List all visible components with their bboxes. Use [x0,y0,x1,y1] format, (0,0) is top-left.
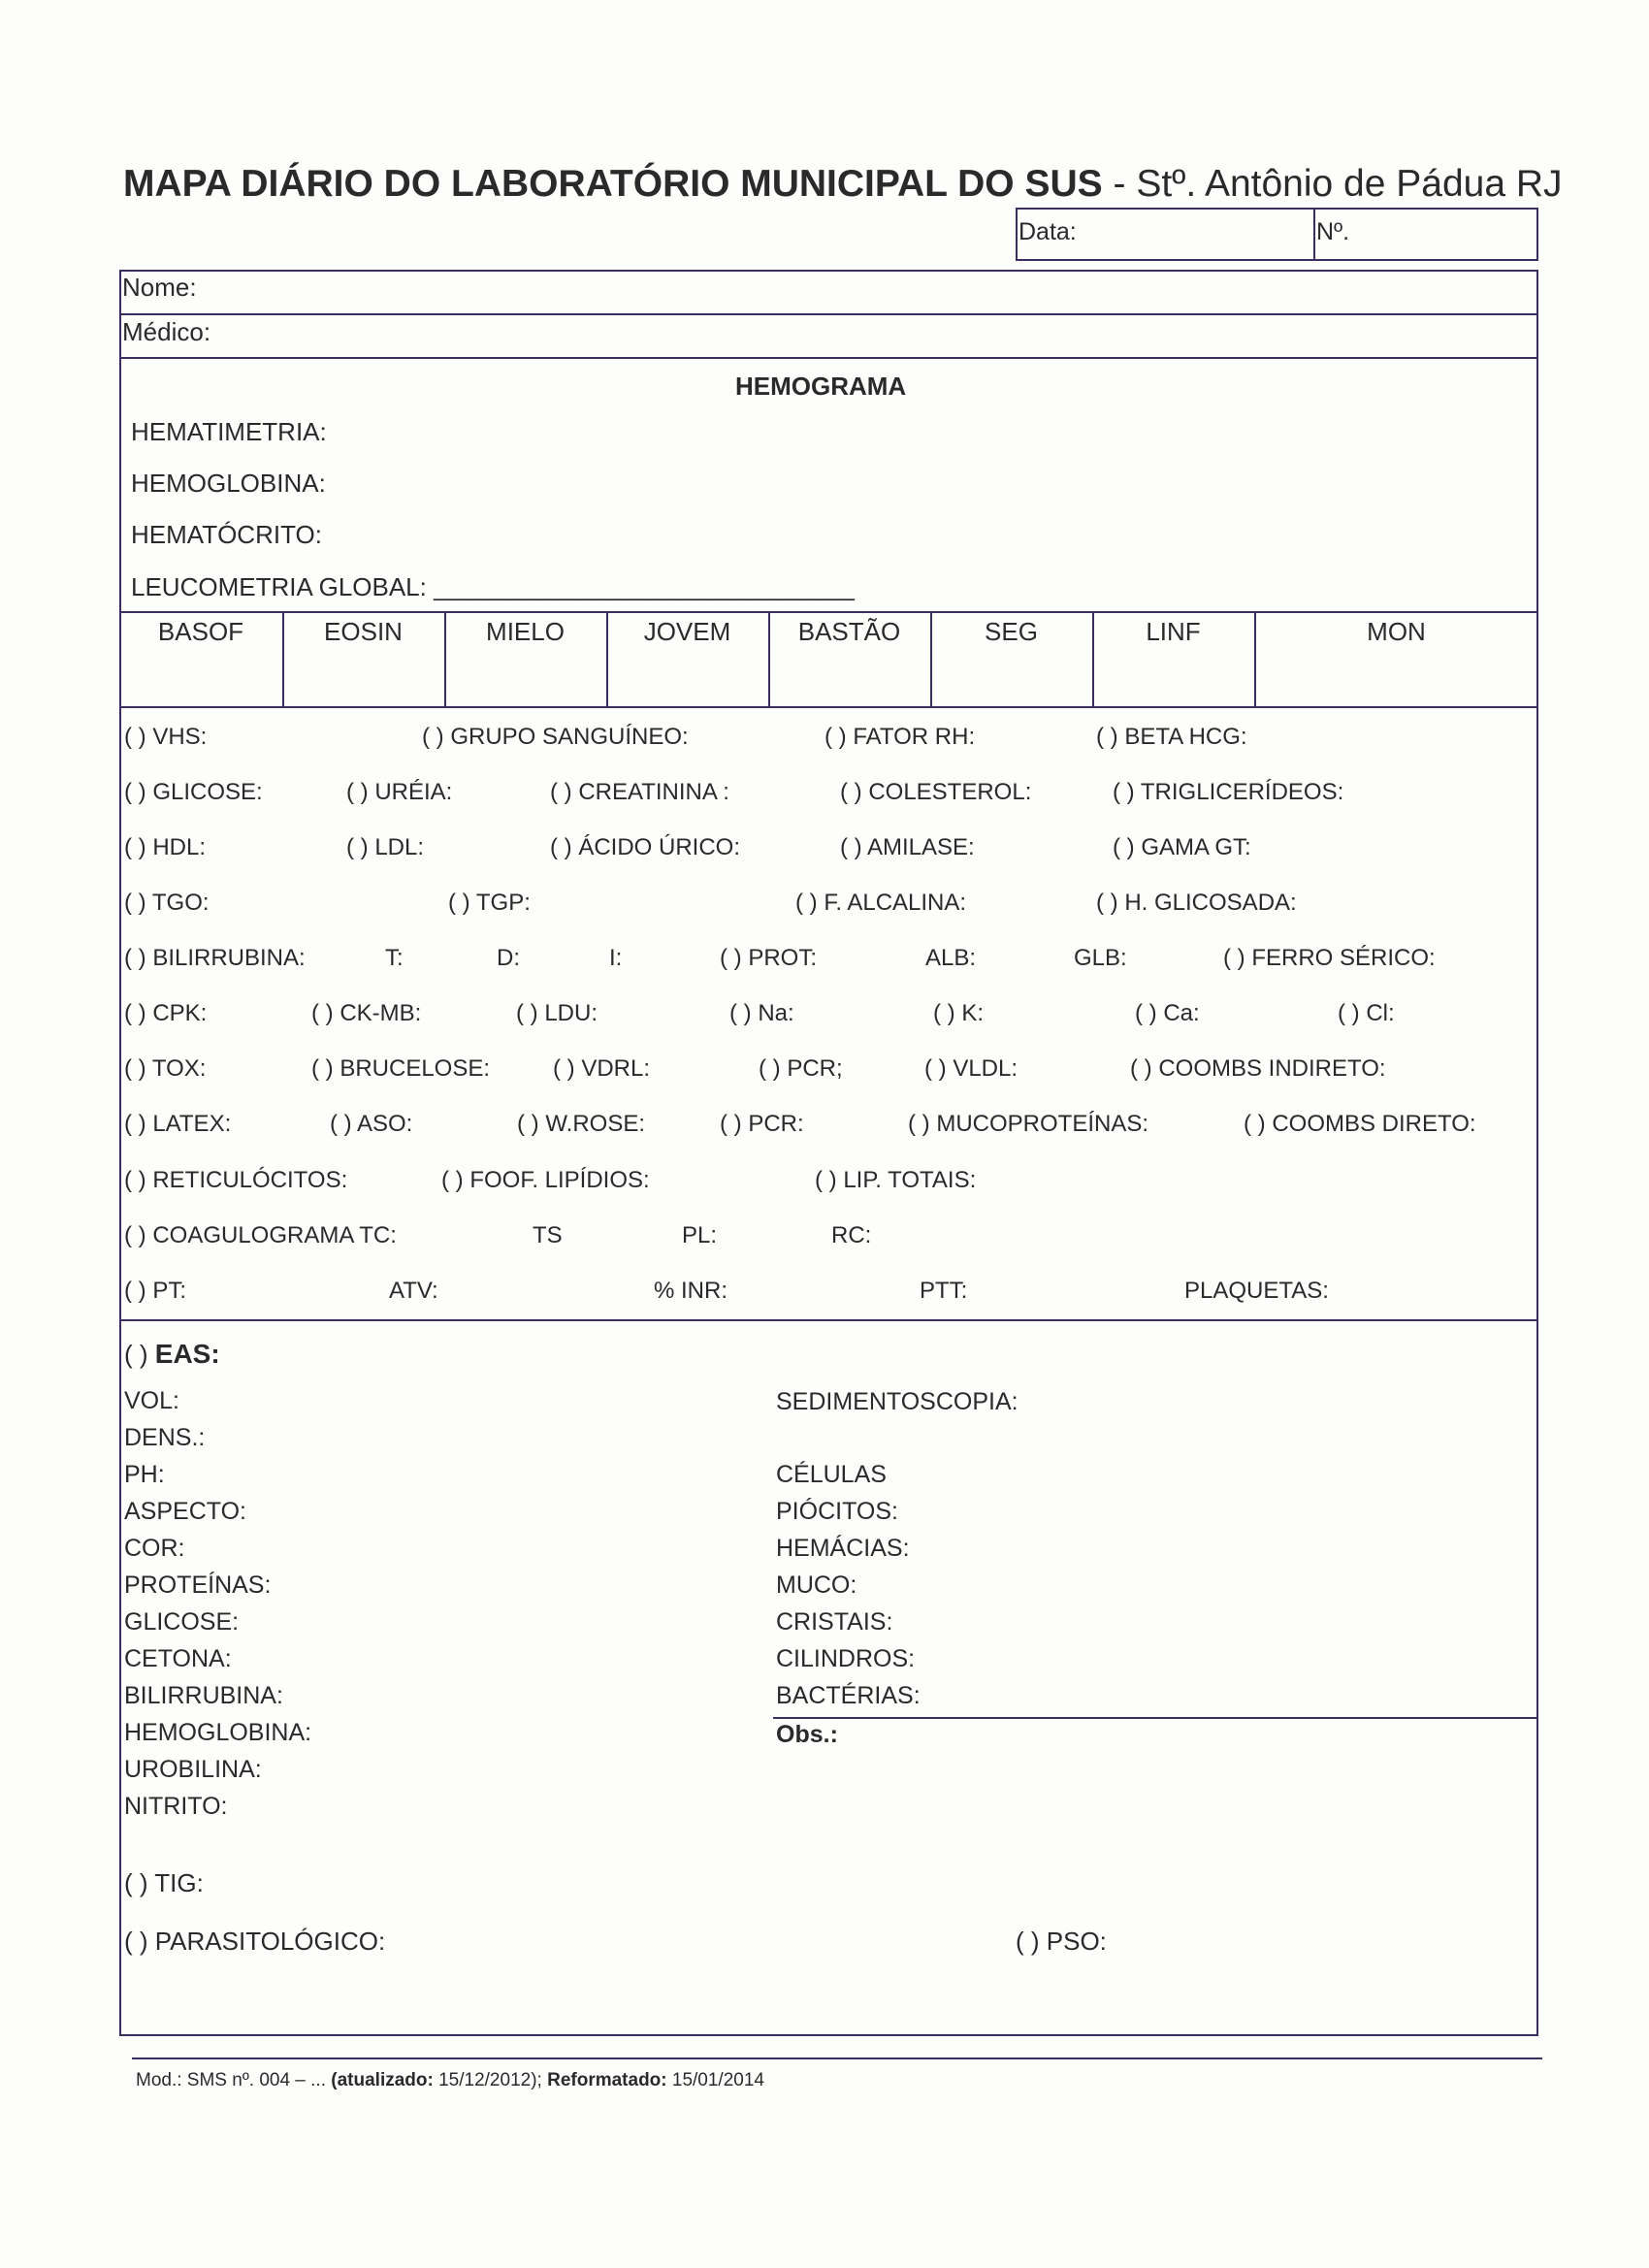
hematocrito-label: HEMATÓCRITO: [131,520,322,549]
col-mon: MON [1367,617,1426,646]
exam-h-glicosada[interactable]: ( ) H. GLICOSADA: [1096,890,1297,916]
exam-k[interactable]: ( ) K: [933,1000,984,1026]
sed-piocitos: PIÓCITOS: [776,1498,898,1525]
eas-dens: DENS.: [124,1424,206,1451]
number-field[interactable]: Nº. [1316,218,1350,245]
exam-pcr-2[interactable]: ( ) PCR: [720,1111,804,1137]
sed-celulas: CÉLULAS [776,1461,887,1488]
eas-title: EAS: [154,1339,220,1369]
form-box [119,270,1538,2036]
exam-na[interactable]: ( ) Na: [729,1000,794,1026]
eas-ph: PH: [124,1461,165,1488]
col-linf: LINF [1146,617,1201,646]
exam-cpk[interactable]: ( ) CPK: [124,1000,208,1026]
title-location: - Stº. Antônio de Pádua RJ [1102,163,1563,205]
exam-f-alcalina[interactable]: ( ) F. ALCALINA: [795,890,967,916]
footer-updated-label: (atualizado: [331,2070,434,2090]
exam-ferro-serico[interactable]: ( ) FERRO SÉRICO: [1223,945,1436,971]
eas-cetona: CETONA: [124,1645,232,1672]
exam-fator-rh[interactable]: ( ) FATOR RH: [824,724,976,750]
eas-checkbox[interactable]: ( ) [124,1340,148,1369]
exam-bilirrubina[interactable]: ( ) BILIRRUBINA: [124,945,306,971]
exam-w-rose[interactable]: ( ) W.ROSE: [517,1111,645,1137]
hemograma-title: HEMOGRAMA [735,372,907,401]
coag-ts: TS [533,1222,563,1248]
footer-note [136,2070,764,2091]
pt-inr: % INR: [654,1278,728,1304]
eas-urobilina: UROBILINA: [124,1756,262,1783]
exam-acido-urico[interactable]: ( ) ÁCIDO ÚRICO: [550,834,740,860]
eas-proteinas: PROTEÍNAS: [124,1571,272,1599]
exam-tgp[interactable]: ( ) TGP: [448,890,531,916]
exam-glicose[interactable]: ( ) GLICOSE: [124,779,263,805]
doctor-field[interactable]: Médico: [122,317,211,346]
exam-amilase[interactable]: ( ) AMILASE: [840,834,975,860]
bilirrubina-t: T: [385,945,404,971]
hematimetria-label: HEMATIMETRIA: [131,417,327,446]
eas-bilirrubina: BILIRRUBINA: [124,1682,283,1709]
exam-prot[interactable]: ( ) PROT: [720,945,817,971]
exam-grupo-sanguineo[interactable]: ( ) GRUPO SANGUÍNEO: [422,724,689,750]
date-number-box [1016,208,1538,261]
col-bastao: BASTÃO [797,617,901,646]
pt-atv: ATV: [389,1278,438,1304]
prot-alb: ALB: [925,945,977,971]
footer-rule [132,2057,1542,2059]
exam-beta-hcg[interactable]: ( ) BETA HCG: [1096,724,1247,750]
footer-updated-date: 15/12/2012); [433,2070,548,2090]
pt-plaquetas: PLAQUETAS: [1184,1278,1329,1304]
eas-aspecto: ASPECTO: [124,1498,246,1525]
eas-vol: VOL: [124,1387,179,1414]
title-bold: MAPA DIÁRIO DO LABORATÓRIO MUNICIPAL DO SUS [123,163,1103,205]
exam-parasitologico[interactable]: ( ) PARASITOLÓGICO: [124,1927,386,1956]
exam-tox[interactable]: ( ) TOX: [124,1055,207,1082]
exam-tgo[interactable]: ( ) TGO: [124,890,210,916]
exam-hdl[interactable]: ( ) HDL: [124,834,206,860]
sed-cilindros: CILINDROS: [776,1645,916,1672]
footer-reformatted-date: 15/01/2014 [666,2070,764,2090]
exam-creatinina[interactable]: ( ) CREATININA : [550,779,729,805]
prot-glb: GLB: [1074,945,1127,971]
exam-tig[interactable]: ( ) TIG: [124,1868,204,1897]
exam-cl[interactable]: ( ) Cl: [1338,1000,1395,1026]
eas-hemoglobina: HEMOGLOBINA: [124,1719,312,1746]
col-eosin: EOSIN [324,617,403,646]
col-jovem: JOVEM [643,617,731,646]
coag-pl: PL: [682,1222,718,1248]
exam-ldl[interactable]: ( ) LDL: [346,834,425,860]
name-field[interactable]: Nome: [122,273,197,302]
obs-field[interactable]: Obs.: [776,1721,838,1748]
footer-reformatted-label: Reformatado: [547,2070,667,2090]
footer-prefix: Mod.: SMS nº. 004 – ... [136,2070,332,2090]
coag-rc: RC: [831,1222,872,1248]
exam-vhs[interactable]: ( ) VHS: [124,724,208,750]
exam-pt[interactable]: ( ) PT: [124,1278,186,1304]
eas-glicose: GLICOSE: [124,1608,240,1636]
sed-hemacias: HEMÁCIAS: [776,1535,910,1562]
exam-ck-mb[interactable]: ( ) CK-MB: [311,1000,422,1026]
sed-bacterias: BACTÉRIAS: [776,1682,921,1709]
col-basof: BASOF [157,617,244,646]
exam-triglicerideos[interactable]: ( ) TRIGLICERÍDEOS: [1113,779,1344,805]
eas-section-title[interactable] [124,1339,220,1370]
exam-aso[interactable]: ( ) ASO: [330,1111,413,1137]
exam-lip-totais[interactable]: ( ) LIP. TOTAIS: [815,1167,977,1193]
exam-coombs-direto[interactable]: ( ) COOMBS DIRETO: [1244,1111,1476,1137]
exam-latex[interactable]: ( ) LATEX: [124,1111,232,1137]
bilirrubina-i: I: [609,945,623,971]
exam-gama-gt[interactable]: ( ) GAMA GT: [1113,834,1251,860]
leucometria-label: LEUCOMETRIA GLOBAL: ______________________________ [131,572,855,601]
col-mielo: MIELO [486,617,565,646]
exam-brucelose[interactable]: ( ) BRUCELOSE: [311,1055,491,1082]
exam-foof-lipidios[interactable]: ( ) FOOF. LIPÍDIOS: [441,1167,650,1193]
exam-pcr-1[interactable]: ( ) PCR; [759,1055,843,1082]
exam-coombs-indireto[interactable]: ( ) COOMBS INDIRETO: [1130,1055,1386,1082]
sed-muco: MUCO: [776,1571,857,1599]
page-title [123,163,1563,206]
sedimentoscopia-title: SEDIMENTOSCOPIA: [776,1388,1018,1415]
col-seg: SEG [985,617,1038,646]
exam-coagulograma[interactable]: ( ) COAGULOGRAMA TC: [124,1222,397,1248]
exam-reticulocitos[interactable]: ( ) RETICULÓCITOS: [124,1167,348,1193]
hemoglobina-label: HEMOGLOBINA: [131,469,326,498]
bilirrubina-d: D: [497,945,520,971]
exam-vdrl[interactable]: ( ) VDRL: [553,1055,651,1082]
date-field[interactable]: Data: [1018,218,1077,245]
exam-ca[interactable]: ( ) Ca: [1135,1000,1200,1026]
eas-nitrito: NITRITO: [124,1793,228,1820]
exam-colesterol[interactable]: ( ) COLESTEROL: [840,779,1032,805]
sed-cristais: CRISTAIS: [776,1608,893,1636]
eas-cor: COR: [124,1535,185,1562]
pt-ptt: PTT: [920,1278,968,1304]
exam-mucoproteinas[interactable]: ( ) MUCOPROTEÍNAS: [908,1111,1149,1137]
exam-vldl[interactable]: ( ) VLDL: [924,1055,1018,1082]
exam-ldu[interactable]: ( ) LDU: [516,1000,598,1026]
exam-pso[interactable]: ( ) PSO: [1016,1927,1107,1956]
exam-ureia[interactable]: ( ) URÉIA: [346,779,453,805]
